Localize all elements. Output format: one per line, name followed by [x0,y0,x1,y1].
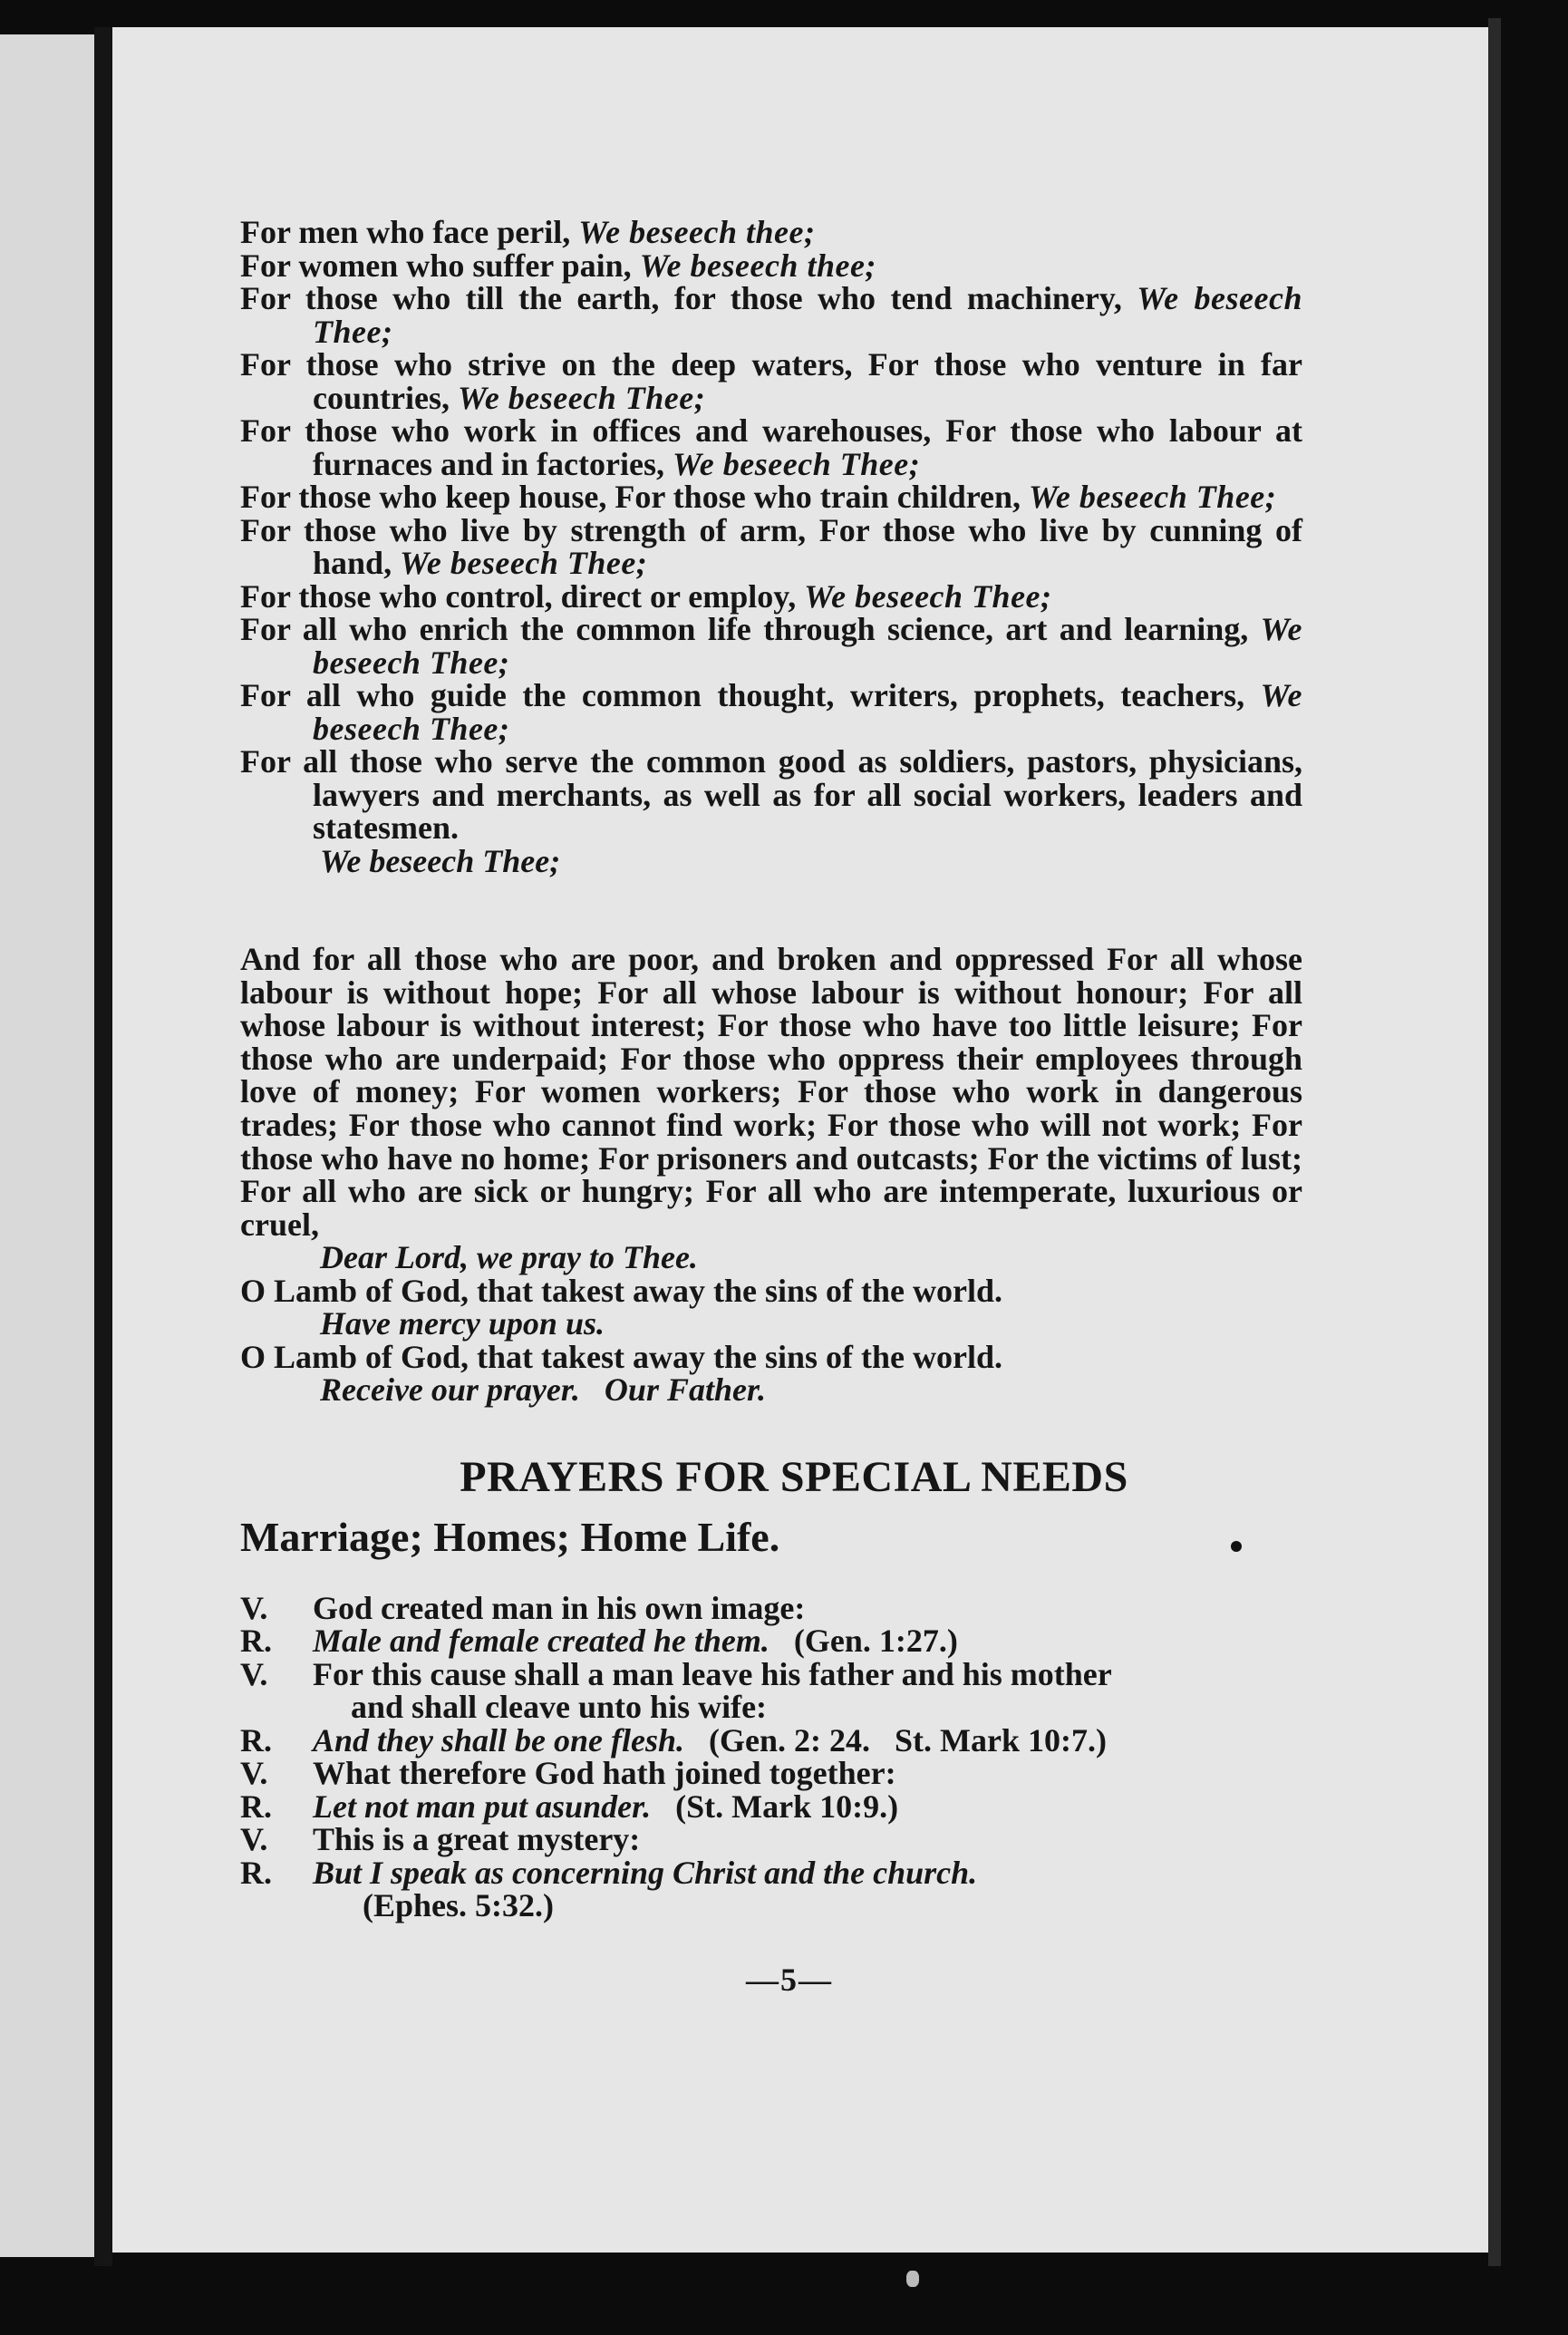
response-row: R. And they shall be one flesh. (Gen. 2: 24. St. Mark 10:7.) [240,1721,1107,1759]
litany [240,216,1302,877]
scripture-reference: (Gen. 2: 24. St. Mark 10:7.) [709,1721,1107,1759]
litany-petition: For those who control, direct or employ, We beseech Thee; [240,577,1052,615]
left-page-edge [0,34,94,2257]
intercession-response: Dear Lord, we pray to Thee. [320,1239,698,1276]
litany-petition: For those who live by strength of arm, For those who live by cunning of hand, We beseech Thee; [240,511,1302,581]
litany-petition: For those who strive on the deep waters, For those who venture in far countries, We beseech Thee; [240,346,1302,416]
versicle-row: V. This is a great mystery: [240,1821,641,1858]
page-number: —5— [746,1961,833,1998]
section-title: PRAYERS FOR SPECIAL NEEDS [460,1452,1128,1501]
versicles [240,1589,1302,1924]
litany-petition: For all those who serve the common good as soldiers, pastors, physicians, lawyers and merchants, as well as for all social workers, leaders and statesmen. [240,743,1302,846]
litany-petition: For all who enrich the common life through science, art and learning, We beseech Thee; [240,611,1302,681]
versicle-row: V. For this cause shall a man leave his father and his mother and shall cleave unto his wife: [240,1655,1112,1726]
litany-petition: For all who guide the common thought, writers, prophets, teachers, We beseech Thee; [240,677,1302,747]
versicle-row: V. What therefore God hath joined together: [240,1755,896,1792]
scan-speck [906,2271,919,2287]
litany-petition: For those who work in offices and warehouses, For those who labour at furnaces and in factories, We beseech Thee; [240,412,1302,482]
subheading: Marriage; Homes; Home Life. [240,1512,1302,1563]
response-row: R. Let not man put asunder. (St. Mark 10:9.) [240,1788,899,1825]
response-row: R. Male and female created he them. (Gen. 1:27.) [240,1623,958,1660]
agnus-dei-line: O Lamb of God, that takest away the sins of the world. [240,1272,1003,1309]
scripture-reference: (Ephes. 5:32.) [363,1887,555,1924]
litany-response: We beseech Thee; [320,842,561,879]
right-page-edge [1488,18,1501,2266]
scripture-reference: (St. Mark 10:9.) [675,1788,899,1825]
agnus-dei-response: Receive our prayer. Our Father. [320,1371,766,1409]
litany-petition: For men who face peril, We beseech thee; [240,214,816,250]
litany-petition: For women who suffer pain, We beseech thee; [240,247,876,284]
agnus-dei-line: O Lamb of God, that takest away the sins of the world. [240,1338,1003,1375]
page-content [240,216,1302,1999]
response-row: R. But I speak as concerning Christ and the church. [240,1854,978,1891]
scripture-reference: (Gen. 1:27.) [793,1623,958,1660]
agnus-dei-response: Have mercy upon us. [320,1305,605,1342]
litany-petition: For those who keep house, For those who train children, We beseech Thee; [240,479,1277,515]
intercession-paragraph: And for all those who are poor, and broken and oppressed For all whose labour is without hope; For all whose labour is without honour; For all whose labour is without interest; For those who have too little leisure; For those who are underpaid; For those who oppress their employees through love of money; For women workers; For those who work in dangerous trades; For those who cannot find work; For those who will not work; For those who have no home; For prisoners and outcasts; For the victims of lust; For all who are sick or hungry; For all who are intemperate, luxurious or cruel, [240,941,1302,1243]
book-spine [94,27,112,2266]
litany-petition: For those who till the earth, for those who tend machinery, We beseech Thee; [240,280,1302,350]
versicle-row: V. God created man in his own image: [240,1589,806,1626]
ink-dot [1231,1541,1242,1552]
